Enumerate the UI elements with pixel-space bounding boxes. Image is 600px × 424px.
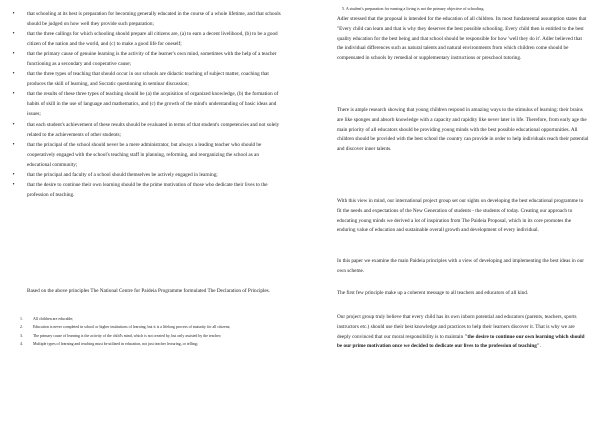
list-item-text: that the three types of teaching that should occur in our schools are didactic teaching of subject matter, coaching that produces the skill of learning, and Socratic questioning in seminar discussion; [27,71,269,88]
list-item [20,341,290,347]
list-item [20,333,290,339]
list-item-text: that schooling at its best is preparation for becoming generally educated in the course of a whole lifetime, and that schools should be judged on how well they provide such preparation; [27,11,281,28]
item-number: 1. [20,317,23,321]
list-item [12,140,282,170]
bullet-icon: • [12,121,15,128]
list-item [20,316,290,322]
bullet-icon: • [12,51,15,58]
list-item [12,89,282,119]
list-item-text: that the desire to continue their own learning should be the prime motivation of those who dedicate their lives to the profession of teaching. [27,181,268,198]
bullet-icon: • [12,141,15,148]
list-item [12,49,282,69]
list-item-text: that the principal of the school should never be a mere administrator, but always a leading teacher who should be cooperatively engaged with the school's teaching staff in planning, reforming, and reorganizing the school as an educational community; [27,141,262,168]
closing-paragraph: Based on the above principles The National Centre for Paideia Programme formulated The Declaration of Principles. [27,288,270,294]
item-text: The primary cause of learning is the activity of the child's mind, which is not created by, but only assisted by the teacher; [33,333,222,338]
bullet-icon: • [12,181,15,188]
principles-list [12,9,282,200]
bullet-icon: • [12,11,15,17]
list-item [12,9,282,29]
list-item [12,120,282,140]
item-number: 4. [20,342,23,347]
list-item [12,180,282,200]
list-item [12,170,282,180]
paragraph: There is ample research showing that young children respond in amazing ways to the stimulus of learning: their brains are like sponges and absorb knowledge with a capacity and rapidity like never later in life. Therefore, from early age the main priority of all educators should be providing young minds with the best possible educational opportunities. All children should be provided with the best school the country can provide in order to help individuals reach their potential and discover inner talents. [337,107,589,153]
item-number: 2. [20,325,23,330]
item-text: Multiple types of learning and teaching must be utilized in education, not just teacher lecturing, or telling; [33,342,198,347]
paragraph [337,313,589,352]
list-item-text: that the three callings for which schooling should prepare all citizens are, (a) to earn a decent livelihood, (b) to be a good citizen of the nation and the world, and (c) to make a good life for oneself; [27,31,278,48]
paragraph-end: . [539,343,542,350]
declaration-list [20,316,290,350]
list-item-text: that the principal and faculty of a school should themselves be actively engaged in learning; [27,171,218,178]
bullet-icon: • [12,71,15,78]
footnote: 5. A student's preparation for earning a living is not the primary objective of schooling. [342,6,485,11]
paragraph: The first few principle make up a coherent message to all teachers and educators of all kind. [337,290,529,296]
list-item-text: that each student's achievement of these results should be evaluated in terms of that student's competencies and not solely related to the achievements of other students; [27,121,280,138]
paragraph: In this paper we examine the main Paideia principles with a view of developing and implementing the best ideas in our own scheme. [337,258,584,274]
item-text: Education is never completed in school or higher institutions of learning, but it is a lifelong process of maturity for all citizens; [33,325,231,330]
paragraph-text: Our project group truly believe that every child has its own inborn potential and educators (parents, teachers, sports instructors etc.) should use their best knowledge and practices to help their learners discover it. That is why we are deeply convinced that our moral responsibility is to maintain [337,314,577,340]
bullet-icon: • [12,31,15,38]
bullet-icon: • [12,91,15,98]
bullet-icon: • [12,171,15,178]
list-item-text: that the results of these three types of teaching should be (a) the acquisition of organized knowledge, (b) the formation of habits of skill in the use of language and mathematics, and (c) the growth of the mind's understanding of basic ideas and issues; [27,91,279,118]
right-page [300,0,600,424]
paragraph: With this view in mind, our international project group set our sights on developing the best educational programme to fit the needs and expectations of the New Generation of students - the students of today. Creating our approach to educating young minds we derived a lot of inspiration from The Paideia Proposal, which in its core promotes the enduring value of education and sustainable overall growth and development of every individual. [337,198,584,234]
item-text: All children are educable; [33,317,74,321]
list-item [12,69,282,89]
list-item [20,324,290,330]
item-number: 3. [20,333,23,338]
list-item-text: that the primary cause of genuine learning is the activity of the learner's own mind, sometimes with the help of a teacher functioning as a secondary and cooperative cause; [27,51,277,68]
list-item [12,29,282,49]
paragraph: Adler stressed that the proposal is intended for the education of all children. Its most fundamental assumption states that "Every child can learn and that is why they deserves the best possible schooling. Every child then is entitled to the best quality education for the best being and that school should be responsible for how 'well they do it'. Adler believed that the individual differences such as natural talents and natural environments from which children come should be compensated in schools by remedial or supplementary instructions or preschool tutoring. [337,16,587,62]
emphasis-quote: "the desire to continue our own learning which should be our prime motivation once we decided to dedicate our lives to the profession of teaching" [337,333,585,350]
